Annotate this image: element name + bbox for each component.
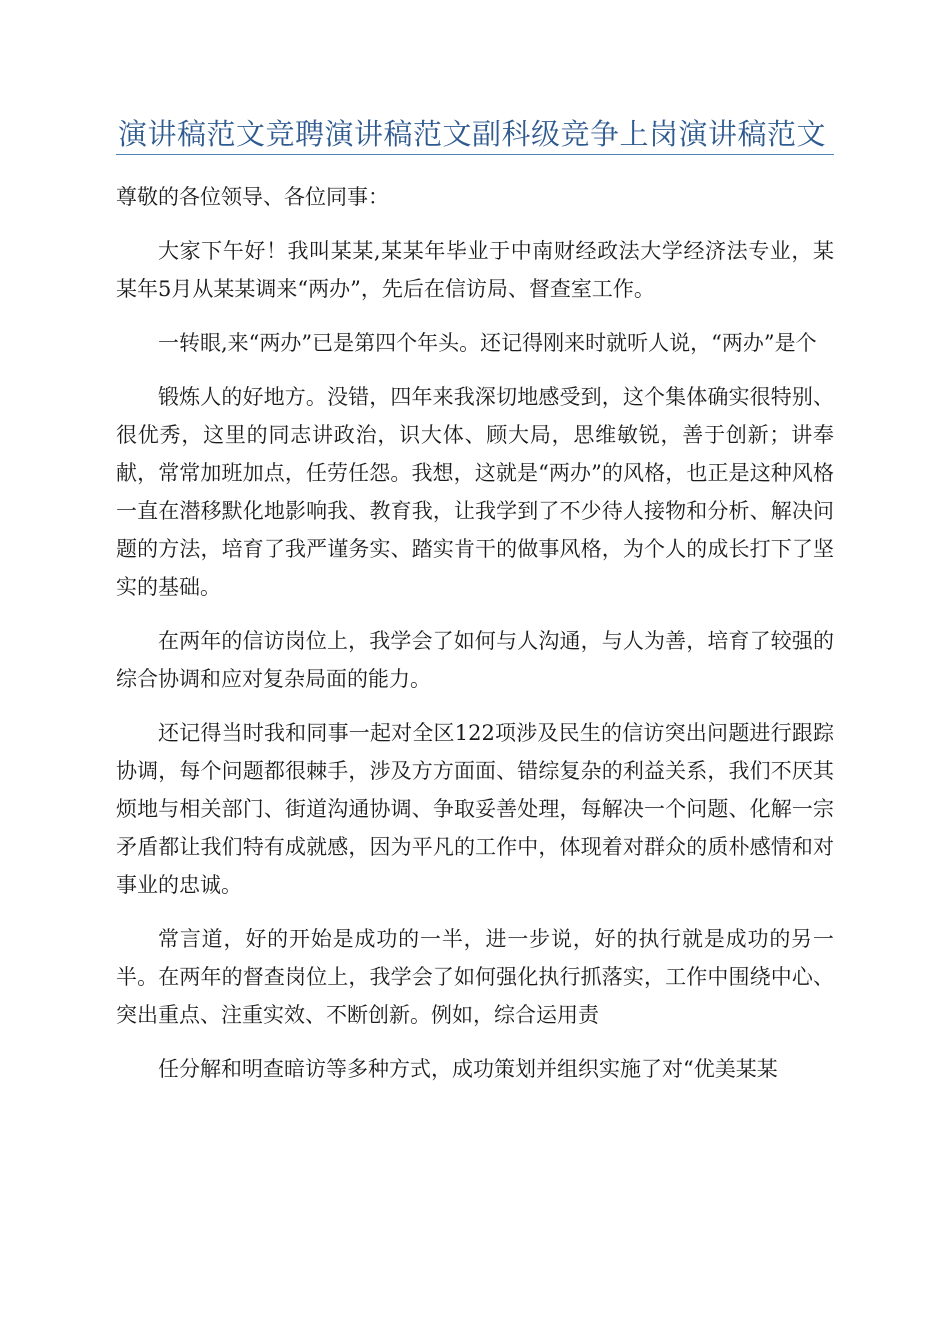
paragraph: 常言道，好的开始是成功的一半，进一步说，好的执行就是成功的另一半。在两年的督查岗位上，我学会了如何强化执行抓落实，工作中围绕中心、突出重点、注重实效、不断创新。例如，综合运用责 bbox=[116, 927, 834, 1027]
salutation: 尊敬的各位领导、各位同事： bbox=[116, 185, 389, 209]
paragraph: 在两年的信访岗位上，我学会了如何与人沟通，与人为善，培育了较强的综合协调和应对复杂局面的能力。 bbox=[116, 629, 834, 691]
paragraph: 大家下午好！我叫某某,某某年毕业于中南财经政法大学经济法专业，某某年5月从某某调来“两办”，先后在信访局、督查室工作。 bbox=[116, 239, 834, 301]
title-underline bbox=[116, 154, 834, 155]
document-body bbox=[116, 178, 834, 1104]
paragraph: 任分解和明查暗访等多种方式，成功策划并组织实施了对“优美某某 bbox=[158, 1057, 778, 1081]
paragraph: 锻炼人的好地方。没错，四年来我深切地感受到，这个集体确实很特别、很优秀，这里的同志讲政治，识大体、顾大局，思维敏锐，善于创新；讲奉献，常常加班加点，任劳任怨。我想，这就是“两办”的风格，也正是这种风格一直在潜移默化地影响我、教育我，让我学到了不少待人接物和分析、解决问题的方法，培育了我严谨务实、踏实肯干的做事风格，为个人的成长打下了坚实的基础。 bbox=[116, 385, 834, 599]
paragraph: 一转眼,来“两办”已是第四个年头。还记得刚来时就听人说，“两办”是个 bbox=[158, 331, 817, 355]
document-title: 演讲稿范文竞聘演讲稿范文副科级竞争上岗演讲稿范文 bbox=[118, 117, 827, 151]
paragraph: 还记得当时我和同事一起对全区122项涉及民生的信访突出问题进行跟踪协调，每个问题都很棘手，涉及方方面面、错综复杂的利益关系，我们不厌其烦地与相关部门、街道沟通协调、争取妥善处理，每解决一个问题、化解一宗矛盾都让我们特有成就感，因为平凡的工作中，体现着对群众的质朴感情和对事业的忠诚。 bbox=[116, 721, 834, 897]
